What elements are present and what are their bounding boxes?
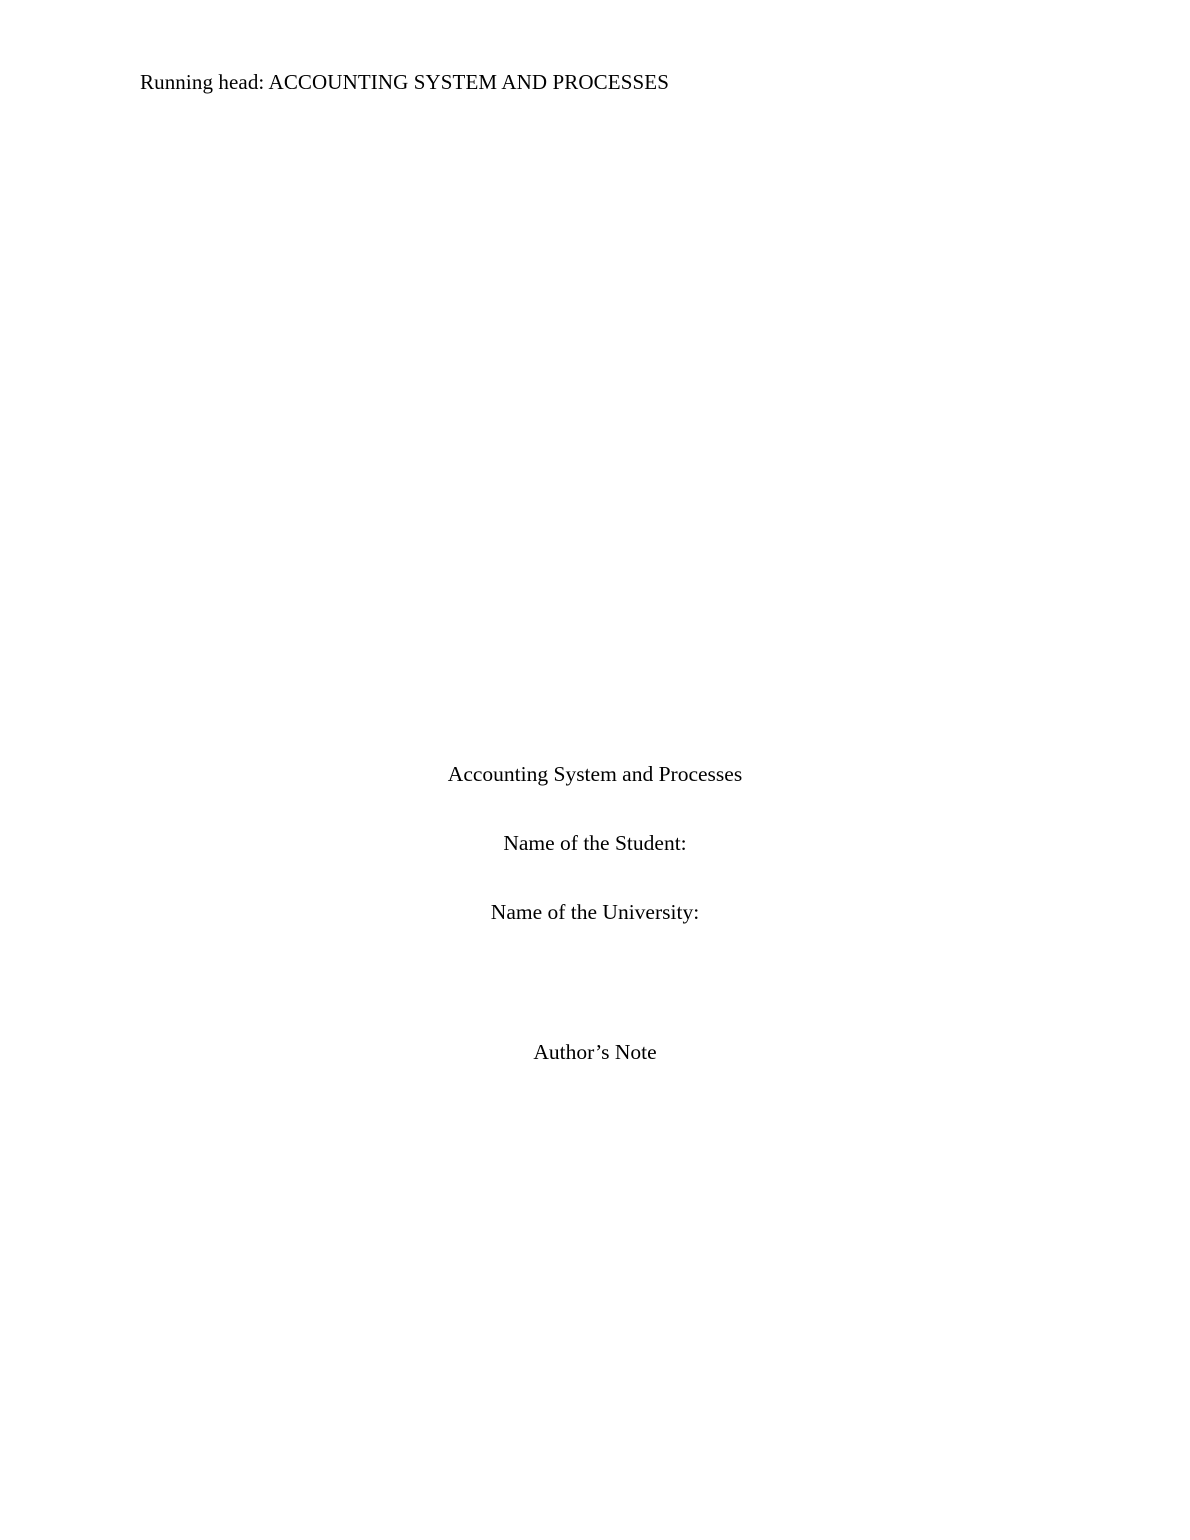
student-name-label: Name of the Student: (503, 831, 687, 855)
title-spacer-1 (0, 788, 1190, 829)
title-spacer-2 (0, 857, 1190, 898)
authors-note-block (0, 1038, 1190, 1066)
title-block (0, 760, 1190, 926)
running-head: Running head: ACCOUNTING SYSTEM AND PROCESSES (140, 70, 669, 94)
university-name-label: Name of the University: (490, 900, 700, 924)
document-title: Accounting System and Processes (447, 762, 743, 786)
authors-note-heading: Author’s Note (533, 1040, 657, 1064)
